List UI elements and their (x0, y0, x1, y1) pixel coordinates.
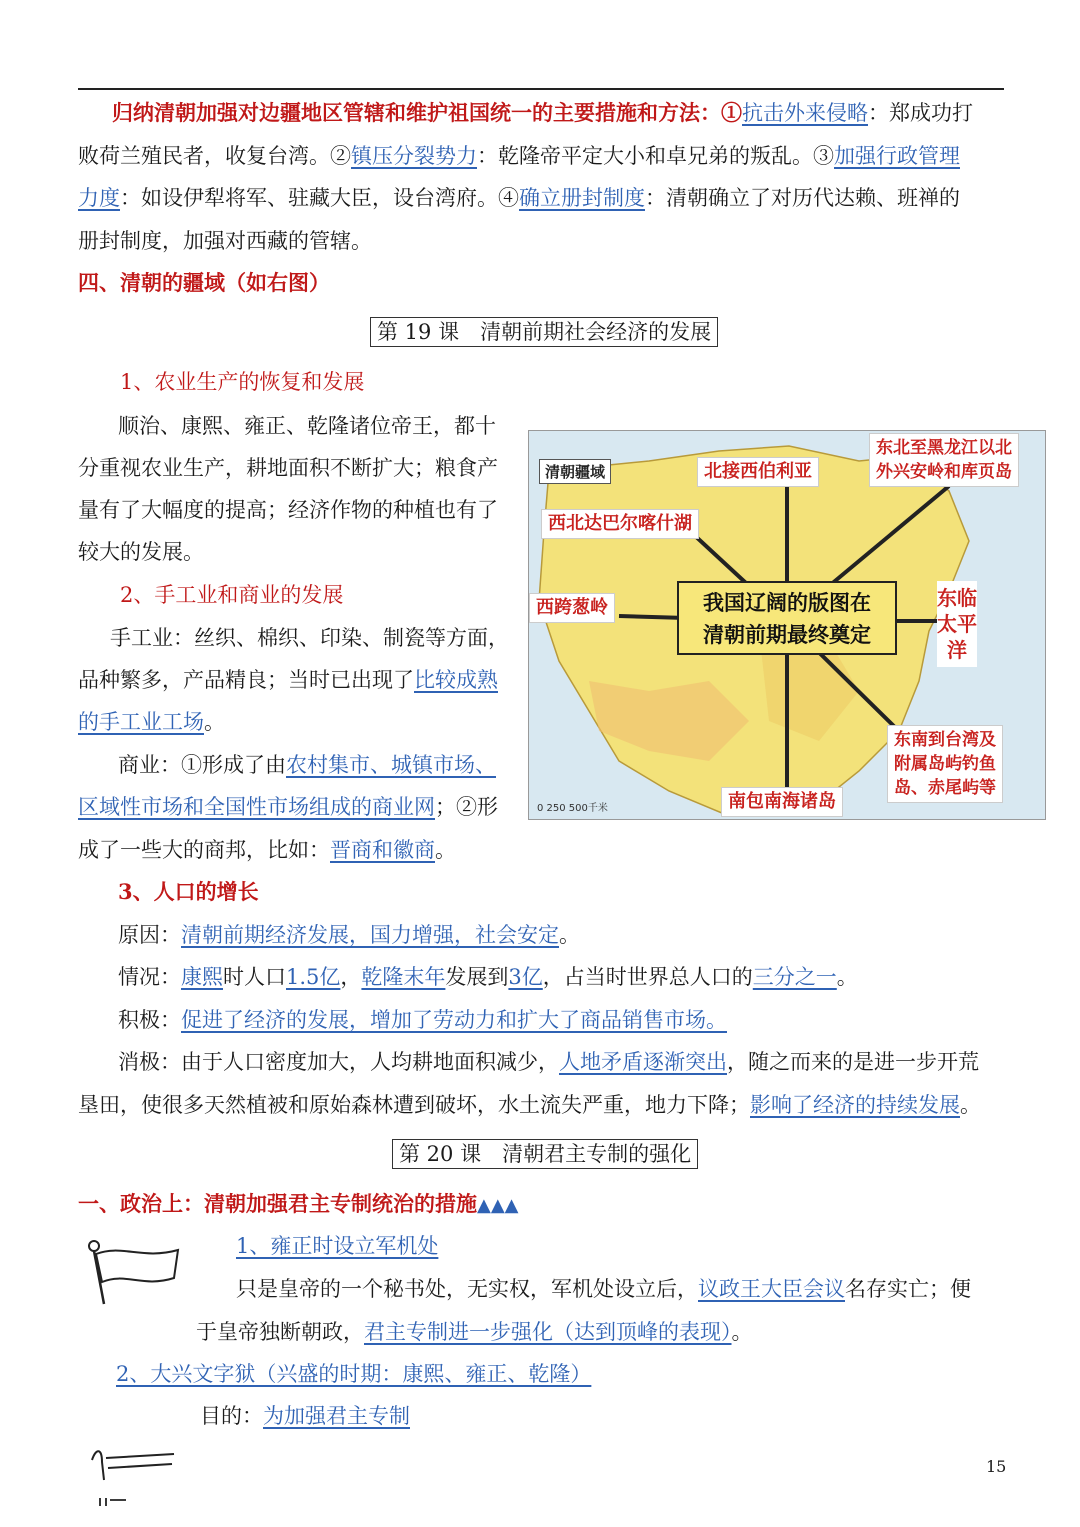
intro-line-4: 册封制度，加强对西藏的管辖。 (78, 229, 372, 253)
agri-line-4: 较大的发展。 (78, 540, 204, 564)
header-rule (78, 88, 1004, 90)
section-four-heading: 四、清朝的疆域（如右图） (78, 270, 330, 295)
map-label-southeast: 东南到台湾及 附属岛屿钓鱼 岛、赤尾屿等 (887, 725, 1003, 803)
craft-heading: 2、手工业和商业的发展 (120, 583, 344, 607)
measure-2-goal: 目的：为加强君主专制 (200, 1404, 410, 1428)
intro-line-3: 力度：如设伊犁将军、驻藏大臣，设台湾府。④确立册封制度：清朝确立了对历代达赖、班禅的 (78, 186, 960, 210)
population-negative-line-2: 垦田，使很多天然植被和原始森林遭到破坏，水土流失严重，地力下降；影响了经济的持续发展。 (78, 1093, 981, 1117)
intro-line-2: 败荷兰殖民者，收复台湾。②镇压分裂势力：乾隆帝平定大小和卓兄弟的叛乱。③加强行政管理 (78, 144, 960, 168)
population-positive: 积极：促进了经济的发展，增加了劳动力和扩大了商品销售市场。 (118, 1008, 727, 1032)
population-heading: 3、人口的增长 (118, 879, 259, 904)
map-title-tag: 清朝疆域 (539, 459, 611, 484)
agri-line-1: 顺治、康熙、雍正、乾隆诸位帝王，都十 (118, 414, 496, 438)
population-negative-line-1: 消极：由于人口密度加大，人均耕地面积减少，人地矛盾逐渐突出，随之而来的是进一步开荒 (118, 1050, 979, 1074)
lesson19-title: 第 19 课 清朝前期社会经济的发展 (370, 318, 718, 346)
map-label-northeast: 东北至黑龙江以北 外兴安岭和库页岛 (869, 433, 1019, 487)
craft-line-1: 手工业：丝织、棉织、印染、制瓷等方面， (110, 626, 509, 650)
map-label-east: 东临太平洋 (937, 581, 977, 667)
measure-1-heading: 1、雍正时设立军机处 (236, 1234, 439, 1258)
craft-line-2: 品种繁多，产品精良；当时已出现了比较成熟 (78, 668, 498, 692)
commerce-line-3: 成了一些大的商邦，比如：晋商和徽商。 (78, 838, 456, 862)
lesson20-title: 第 20 课 清朝君主专制的强化 (392, 1140, 698, 1168)
flag-icon (82, 1238, 182, 1308)
commerce-line-2: 区域性市场和全国性市场组成的商业网；②形 (78, 795, 498, 819)
triangle-marks: ▲▲▲ (477, 1195, 519, 1216)
agri-line-3: 量有了大幅度的提高；经济作物的种植也有了 (78, 498, 498, 522)
politics-heading: 一、政治上：清朝加强君主专制统治的措施▲▲▲ (78, 1191, 519, 1216)
map-label-north: 北接西伯利亚 (697, 457, 819, 487)
measure-2-heading: 2、大兴文字狱（兴盛的时期：康熙、雍正、乾隆） (116, 1362, 592, 1386)
page-number: 15 (986, 1457, 1007, 1476)
population-cause: 原因：清朝前期经济发展，国力增强，社会安定。 (118, 923, 580, 947)
scribble-decoration-icon (86, 1440, 186, 1520)
map-label-northwest: 西北达巴尔喀什湖 (541, 509, 699, 539)
population-situation: 情况：康熙时人口1.5亿，乾隆末年发展到3亿，占当时世界总人口的三分之一。 (118, 965, 858, 989)
measure-1-line-2: 于皇帝独断朝政，君主专制进一步强化（达到顶峰的表现）。 (196, 1320, 753, 1344)
map-label-south: 南包南海诸岛 (721, 787, 843, 817)
intro-line-1: 归纳清朝加强对边疆地区管辖和维护祖国统一的主要措施和方法：①抗击外来侵略：郑成功打 (112, 100, 973, 125)
commerce-line-1: 商业：①形成了由农村集市、城镇市场、 (118, 753, 496, 777)
agri-heading: 1、农业生产的恢复和发展 (120, 370, 365, 394)
map-label-west: 西跨葱岭 (529, 593, 615, 623)
map-center-caption: 我国辽阔的版图在 清朝前期最终奠定 (677, 581, 897, 655)
craft-line-3: 的手工业工场。 (78, 710, 225, 734)
measure-1-line-1: 只是皇帝的一个秘书处，无实权，军机处设立后，议政王大臣会议名存实亡；便 (236, 1277, 971, 1301)
qing-territory-map (528, 430, 1046, 820)
agri-line-2: 分重视农业生产，耕地面积不断扩大；粮食产 (78, 456, 498, 480)
map-scale: 0 250 500千米 (537, 803, 608, 814)
